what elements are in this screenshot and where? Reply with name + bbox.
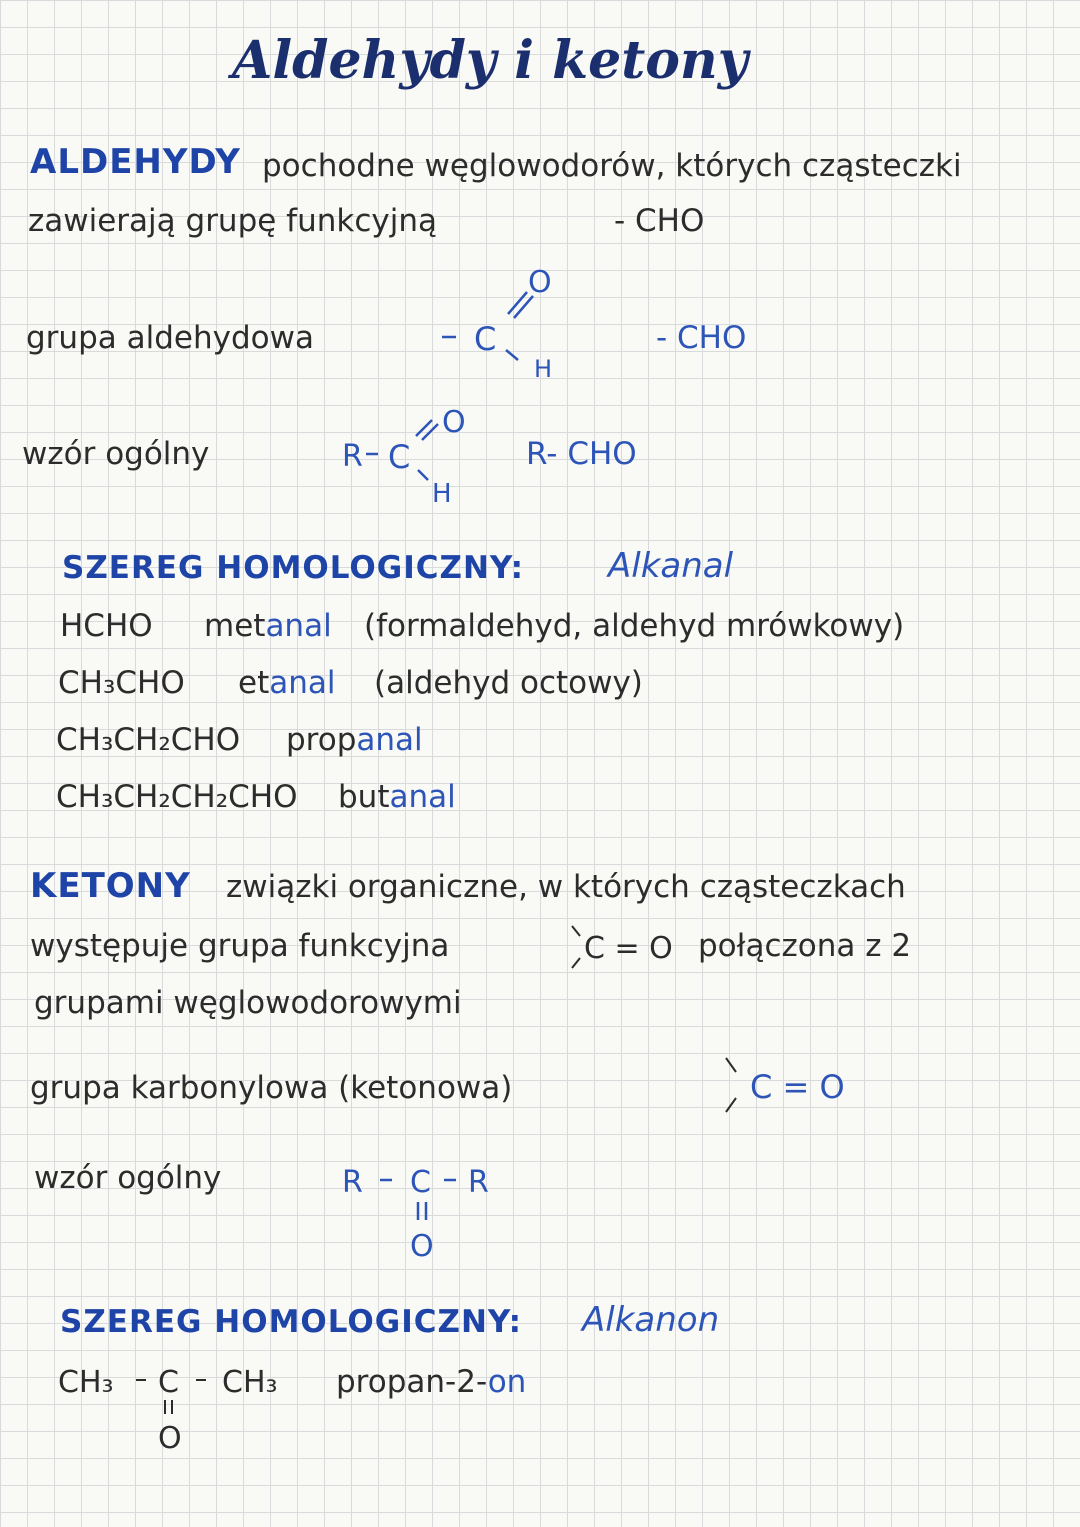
page-title: Aldehydy i ketony xyxy=(232,30,748,91)
aldehyde-general-label: wzór ogólny xyxy=(22,436,210,472)
ketone-series-name: Alkanon xyxy=(582,1300,720,1340)
aldehyde-series-name-entry xyxy=(204,608,332,644)
name-stem: met xyxy=(204,608,266,644)
aldehyde-general-h: H xyxy=(432,479,452,508)
ketone-general-c: C xyxy=(410,1165,431,1200)
name-suffix: anal xyxy=(269,665,336,701)
aldehyde-group-o: O xyxy=(528,265,552,300)
aldehyde-general-structure xyxy=(340,398,500,508)
aldehyde-group-h: H xyxy=(534,355,553,382)
ketone-general-label: wzór ogólny xyxy=(34,1160,222,1196)
aldehyde-group-structure xyxy=(430,262,580,382)
ketones-heading: KETONY xyxy=(30,866,191,906)
ketone-carbonyl-inline-text: C = O xyxy=(584,931,673,966)
aldehyde-series-formula: CH₃CH₂CHO xyxy=(56,722,241,758)
ketone-series-heading: SZEREG HOMOLOGICZNY: xyxy=(60,1304,523,1340)
aldehyde-series-formula: CH₃CHO xyxy=(58,665,185,701)
name-suffix: anal xyxy=(389,779,456,815)
aldehyde-series-formula: HCHO xyxy=(60,608,153,644)
ketones-definition-line2b: połączona z 2 xyxy=(698,928,912,964)
ketones-definition-line3: grupami węglowodorowymi xyxy=(34,985,462,1021)
name-stem: propan-2- xyxy=(336,1364,488,1400)
ketone-example-name xyxy=(336,1364,526,1400)
name-suffix: anal xyxy=(265,608,332,644)
name-stem: but xyxy=(338,779,390,815)
ketone-example-o: O xyxy=(158,1421,182,1456)
aldehyde-group-short: - CHO xyxy=(656,320,747,356)
aldehyde-series-name: Alkanal xyxy=(608,546,734,586)
aldehyde-general-r: R xyxy=(342,439,363,474)
ketone-example-ch3-right: CH₃ xyxy=(222,1365,278,1400)
aldehyde-series-note: (formaldehyd, aldehyd mrówkowy) xyxy=(364,608,905,644)
aldehyde-general-c: C xyxy=(388,438,411,476)
aldehydes-definition-line2: zawierają grupę funkcyjną xyxy=(28,203,437,239)
aldehyde-series-formula: CH₃CH₂CH₂CHO xyxy=(56,779,298,815)
ketone-general-structure xyxy=(340,1154,510,1264)
name-stem: prop xyxy=(286,722,357,758)
ketone-example-c: C xyxy=(158,1365,179,1400)
name-suffix: anal xyxy=(356,722,423,758)
ketone-general-r-right: R xyxy=(468,1165,489,1200)
aldehyde-series-note: (aldehyd octowy) xyxy=(374,665,643,701)
aldehyde-series-name-entry xyxy=(238,665,336,701)
ketone-general-r-left: R xyxy=(342,1165,363,1200)
aldehyde-series-name-entry xyxy=(338,779,456,815)
aldehydes-definition-line1: pochodne węglowodorów, których cząsteczki xyxy=(262,148,962,184)
aldehydes-definition-group: - CHO xyxy=(614,203,705,239)
aldehyde-series-heading: SZEREG HOMOLOGICZNY: xyxy=(62,550,525,586)
ketones-definition-line2a: występuje grupa funkcyjna xyxy=(30,928,450,964)
ketone-carbonyl-structure xyxy=(720,1052,860,1120)
name-suffix: on xyxy=(487,1364,527,1400)
ketone-carbonyl-inline xyxy=(568,920,678,972)
aldehydes-heading: ALDEHYDY xyxy=(30,142,241,182)
ketone-example-ch3-left: CH₃ xyxy=(58,1365,114,1400)
ketone-carbonyl-text: C = O xyxy=(750,1068,845,1106)
ketones-definition-line1: związki organiczne, w których cząsteczkach xyxy=(226,869,906,905)
aldehyde-group-c: C xyxy=(474,320,497,358)
aldehyde-general-short: R- CHO xyxy=(526,436,637,472)
ketone-group-label: grupa karbonylowa (ketonowa) xyxy=(30,1070,513,1106)
aldehyde-general-o: O xyxy=(442,405,466,440)
aldehyde-group-label: grupa aldehydowa xyxy=(26,320,314,356)
name-stem: et xyxy=(238,665,270,701)
ketone-example-structure xyxy=(56,1356,306,1456)
ketone-general-o: O xyxy=(410,1229,434,1264)
aldehyde-series-name-entry xyxy=(286,722,423,758)
